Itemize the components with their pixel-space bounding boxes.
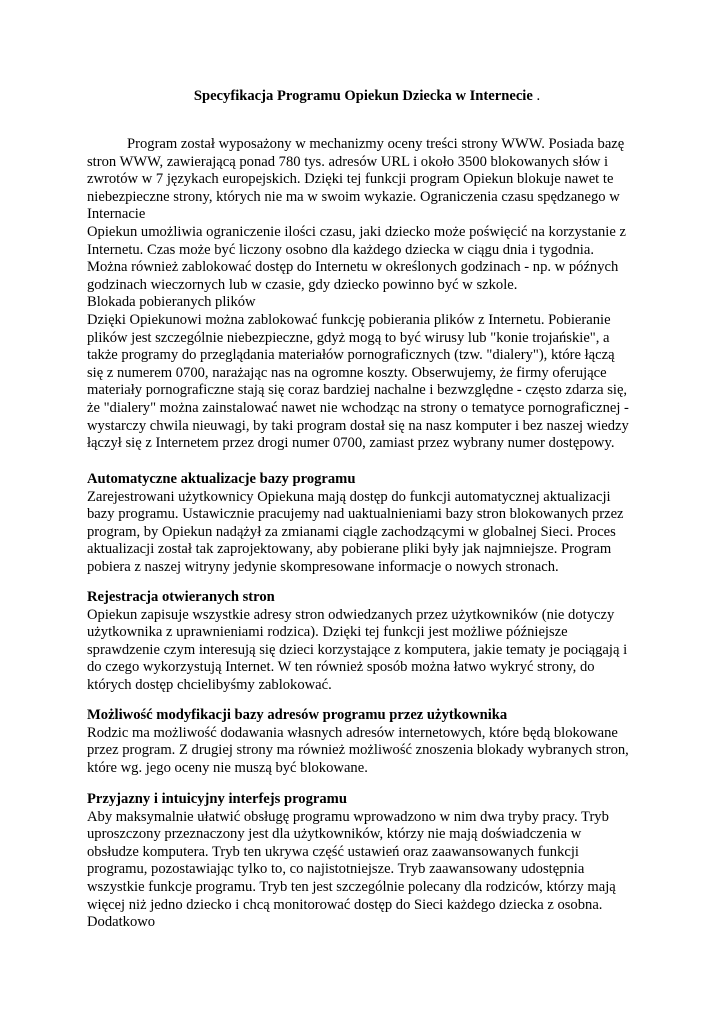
section-heading: Automatyczne aktualizacje bazy programu xyxy=(87,471,356,487)
time-limit-paragraph: Opiekun umożliwia ograniczenie ilości czasu, jaki dziecko może poświęcić na korzystanie z Internetu. Czas może być liczony osobno dla każdego dziecka w ciągu dnia i tygodnia. Można również zablokować dostęp do Internetu w określonych godzinach - np. w późnych godzinach wieczornych lub w czasie, gdy dziecko powinno być w szkole. xyxy=(87,223,626,293)
section-body: Rodzic ma możliwość dodawania własnych adresów internetowych, które będą blokowane przez program. Z drugiej strony ma również możliwość znoszenia blokady wybranych stron, które wg. jego oceny nie muszą być blokowane. xyxy=(87,724,629,776)
section-body: Zarejestrowani użytkownicy Opiekuna mają dostęp do funkcji automatycznej aktualizacji bazy programu. Ustawicznie pracujemy nad uaktualnieniami bazy stron blokowanych przez program, by Opiekun nadążył za zmianami ciągle zachodzącymi w globalnej Sieci. Proces aktualizacji został tak zaprojektowany, aby pobierane pliki były jak najmniejsze. Program pobiera z naszej witryny jedynie skompresowane informacje o nowych stronach. xyxy=(87,488,624,575)
section-database-modification xyxy=(87,707,635,777)
document-title-suffix: . xyxy=(532,88,541,104)
intro-block xyxy=(87,136,632,453)
section-heading: Możliwość modyfikacji bazy adresów programu przez użytkownika xyxy=(87,707,508,723)
downloads-heading: Blokada pobieranych plików xyxy=(87,294,256,311)
section-heading: Rejestracja otwieranych stron xyxy=(87,589,275,605)
section-body: Aby maksymalnie ułatwić obsługę programu wprowadzono w nim dwa tryby pracy. Tryb uproszczony przeznaczony jest dla użytkowników, którzy nie mają doświadczenia w obsłudze komputera. Tryb ten ukrywa część ustawień oraz zaawansowanych funkcji programu, pozostawiając tylko to, co najistotniejsze. Tryb zaawansowany udostępnia wszystkie funkcje programu. Tryb ten jest szczególnie polecany dla rodziców, którzy mają więcej niż jedno dziecko i chcą monitorować dostęp do Sieci każdego dziecka z osobna. Dodatkowo xyxy=(87,808,616,931)
intro-paragraph: Program został wyposażony w mechanizmy oceny treści strony WWW. Posiada bazę stron WWW, zawierającą ponad 780 tys. adresów URL i około 3500 blokowanych słów i zwrotów w 7 językach europejskich. Dzięki tej funkcji program Opiekun blokuje nawet te niebezpieczne strony, których nie ma w swoim wykazie. Ograniczenia czasu spędzanego w Internacie xyxy=(87,136,625,223)
document-title-text: Specyfikacja Programu Opiekun Dziecka w Internecie xyxy=(193,88,533,104)
document-title xyxy=(87,87,647,105)
downloads-paragraph: Dzięki Opiekunowi można zablokować funkcję pobierania plików z Internetu. Pobieranie plików jest szczególnie niebezpieczne, gdyż mogą to być wirusy lub "konie trojańskie", a także programy do przeglądania materiałów pornograficznych (tzw. "dialery"), które łączą się z numerem 0700, narażając nas na ogromne koszty. Obserwujemy, że firmy oferujące materiały pornograficzne stają się coraz bardziej nachalne i bezwzględne - często zdarza się, że "dialery" można zainstalować nawet nie wchodząc na strony o tematyce pornograficznej - wystarczy chwila nieuwagi, by taki program dostał się na nasz komputer i bez naszej wiedzy łączył się z Internetem przez drogi numer 0700, zamiast przez wybrany numer dostępowy. xyxy=(87,311,629,452)
section-interface xyxy=(87,791,635,932)
section-page-logging xyxy=(87,589,635,695)
section-auto-updates xyxy=(87,471,635,577)
section-body: Opiekun zapisuje wszystkie adresy stron odwiedzanych przez użytkowników (nie dotyczy użytkownika z uprawnieniami rodzica). Dzięki tej funkcji jest możliwe późniejsze sprawdzenie czym interesują się dzieci korzystające z komputera, jakie tematy je pociągają i do czego wykorzystują Internet. W ten również sposób można łatwo wykryć strony, do których dostęp chcielibyśmy zablokować. xyxy=(87,606,628,693)
section-heading: Przyjazny i intuicyjny interfejs programu xyxy=(87,791,347,807)
